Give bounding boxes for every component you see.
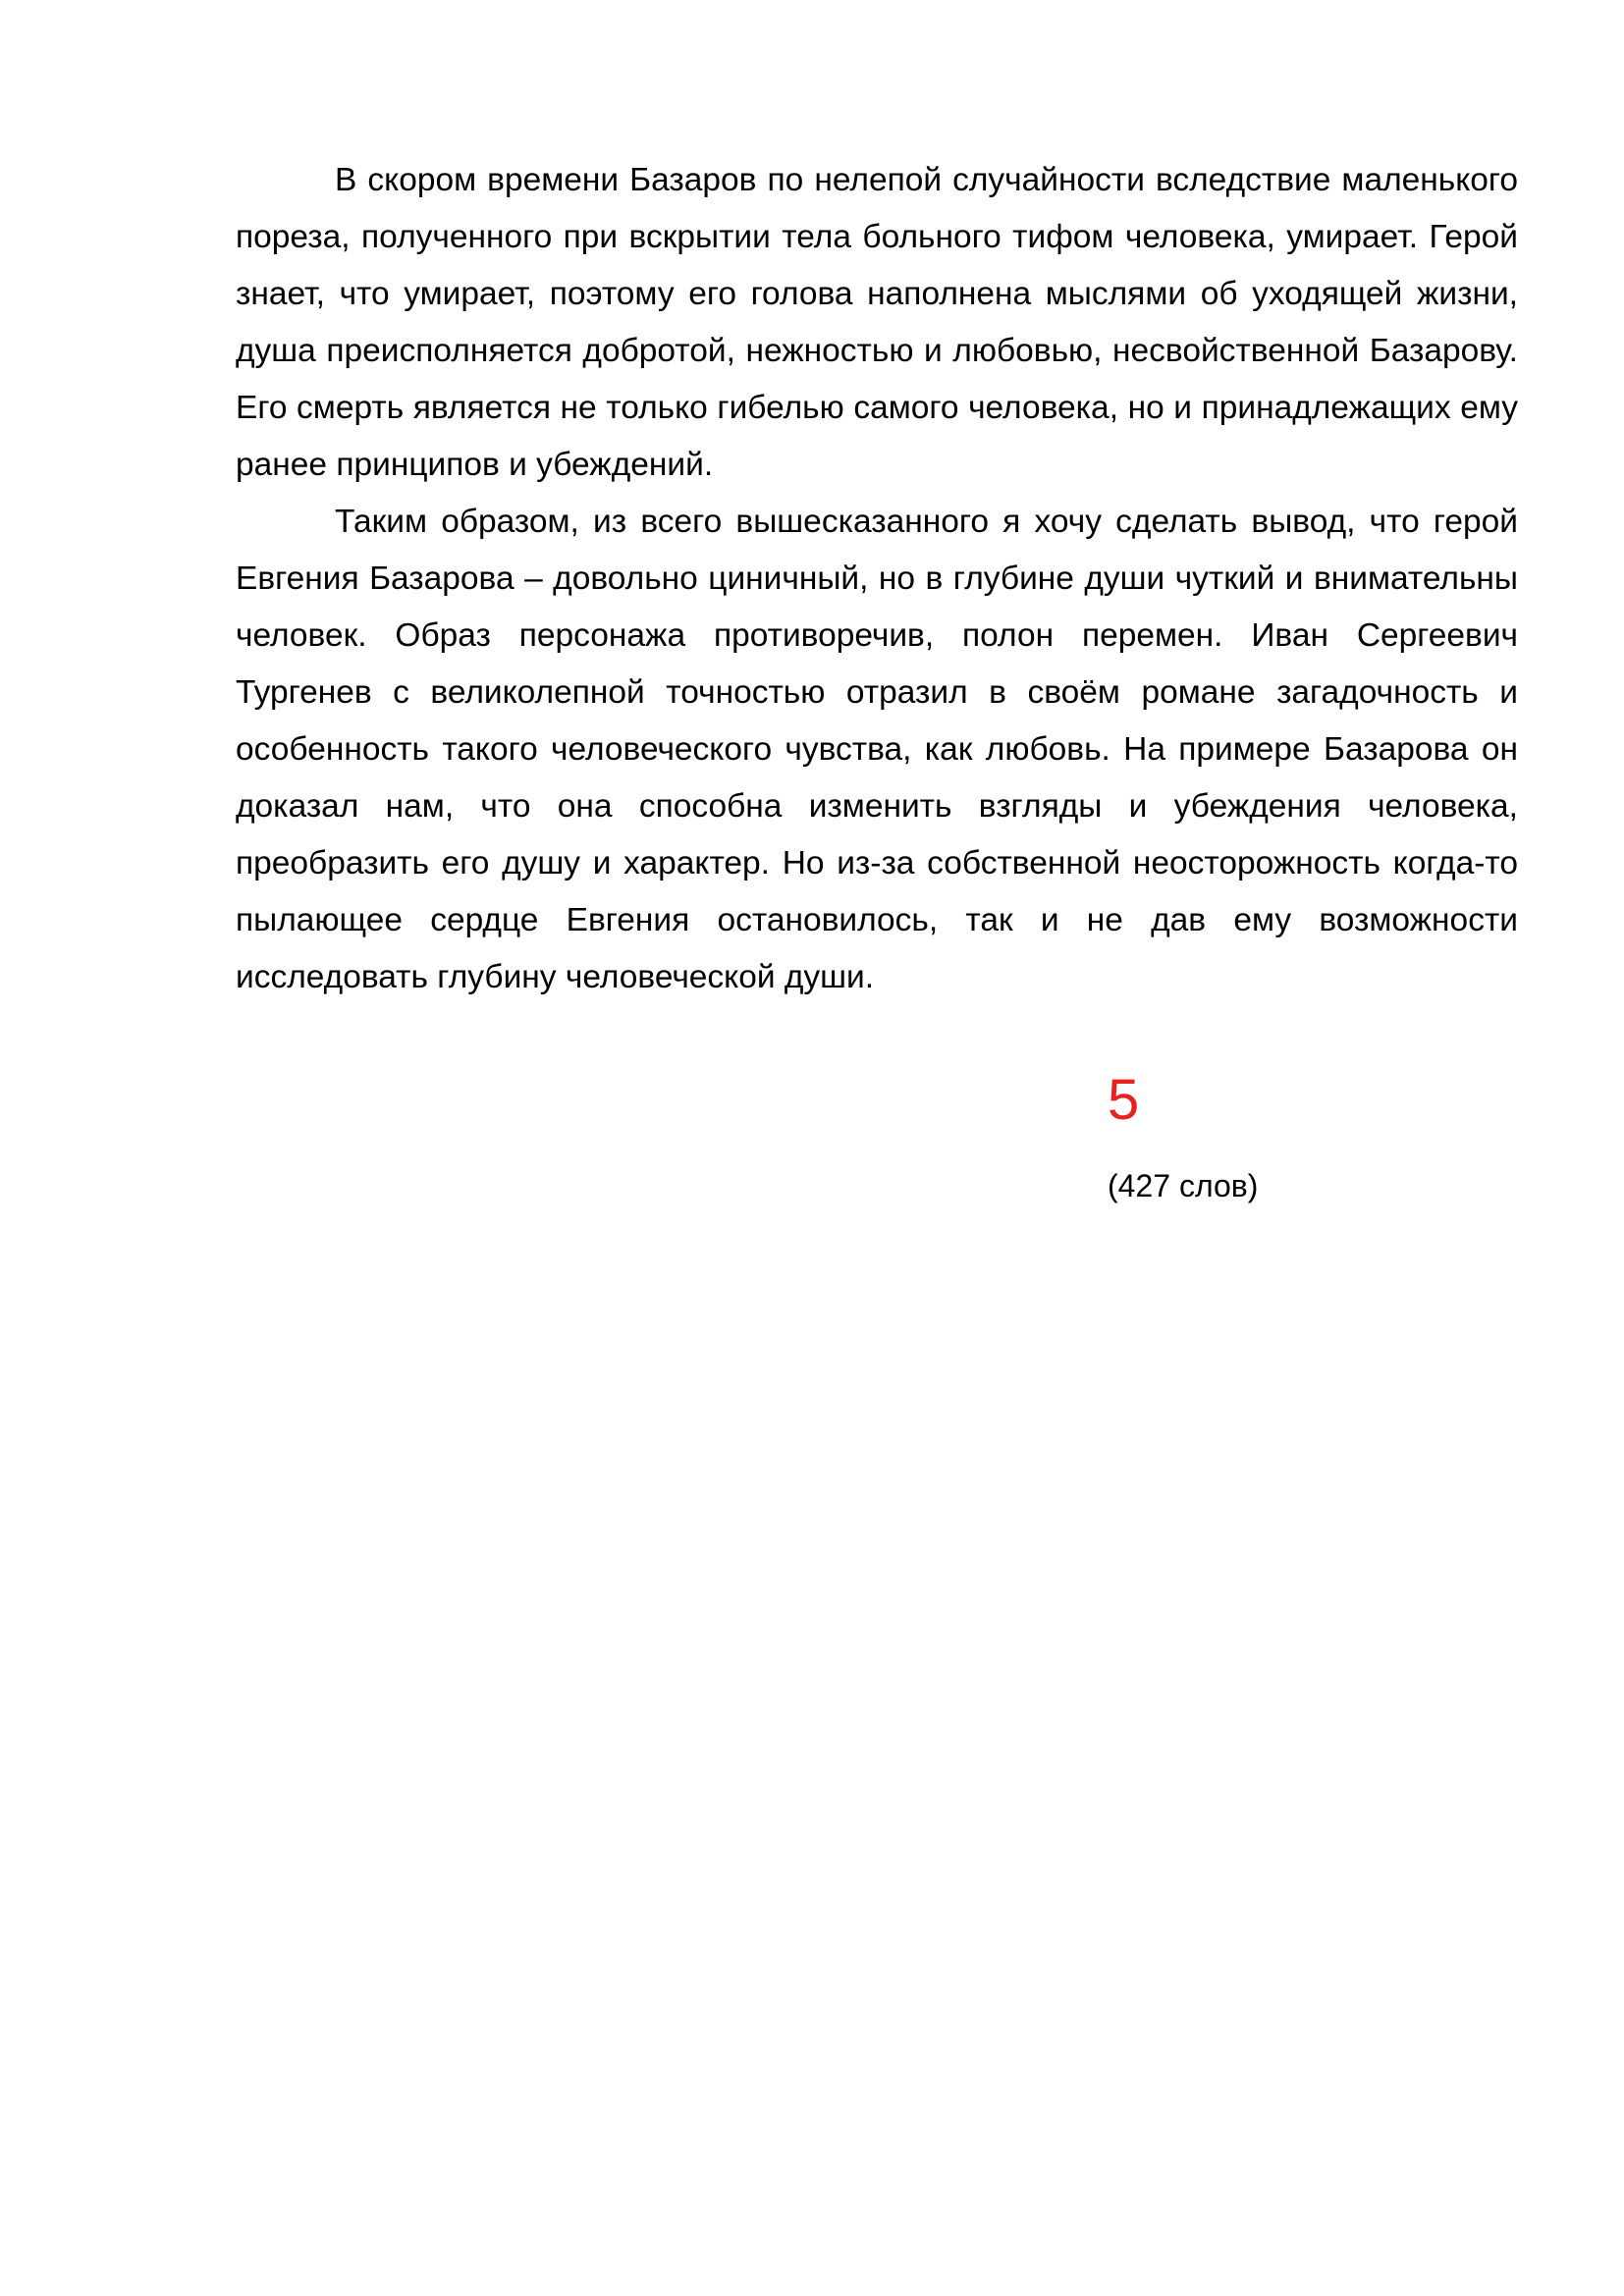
word-count: (427 слов) [1108, 1168, 1259, 1203]
paragraph-2: Таким образом, из всего вышесказанного я хочу сделать вывод, что герой Евгения Базарова – довольно циничный, но в глубине души чуткий и внимательны человек. Образ персонажа противоречив, полон перемен. Иван Сергеевич Тургенев с великолепной точностью отразил в своём романе загадочность и особенность такого человеческого чувства, как любовь. На примере Базарова он доказал нам, что она способна изменить взгляды и убеждения человека, преобразить его душу и характер. Но из-за собственной неосторожность когда-то пылающее сердце Евгения остановилось, так и не дав ему возможности исследовать глубину человеческой души. [236, 504, 1518, 995]
grade-mark: 5 [1108, 1068, 1140, 1132]
paragraph-1: В скором времени Базаров по нелепой случайности вследствие маленького пореза, полученного при вскрытии тела больного тифом человека, умирает. Герой знает, что умирает, поэтому его голова наполнена мыслями об уходящей жизни, душа преисполняется добротой, нежностью и любовью, несвойственной Базарову. Его смерть является не только гибелью самого человека, но и принадлежащих ему ранее принципов и убеждений. [236, 162, 1518, 483]
essay-body [236, 152, 1518, 1006]
